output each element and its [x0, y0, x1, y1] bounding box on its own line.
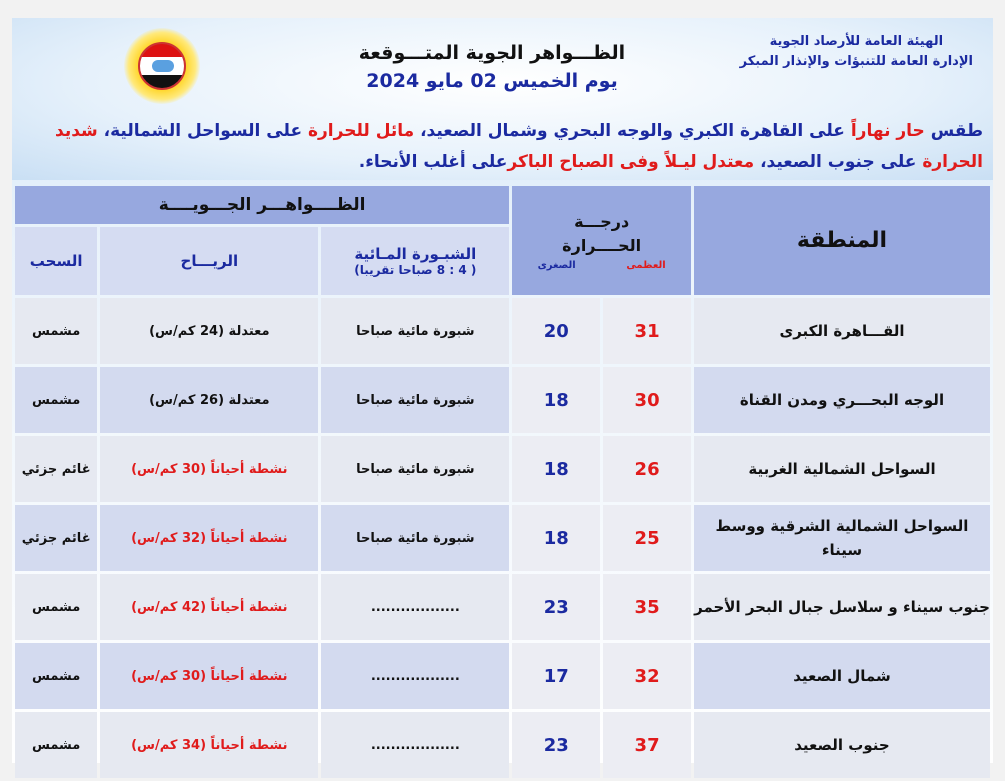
- wind-cell: نشطة أحياناً (30 كم/س): [100, 436, 318, 502]
- max-temp-cell: 31: [603, 298, 691, 364]
- wind-cell: نشطة أحياناً (34 كم/س): [100, 712, 318, 778]
- phenomena-header: الظــــواهـــر الجـــويــــة: [15, 186, 509, 224]
- forecast-summary: [22, 116, 983, 178]
- fog-cell: شبورة مائية صباحا: [321, 436, 509, 502]
- forecast-date: يوم الخميس 02 مايو 2024: [366, 70, 618, 92]
- clouds-cell: مشمس: [15, 574, 97, 640]
- max-temp-cell: 35: [603, 574, 691, 640]
- region-cell: جنوب الصعيد: [694, 712, 990, 778]
- table-row: [15, 574, 990, 640]
- min-label: الصغرى: [537, 260, 576, 271]
- summary-segment: على جنوب الصعيد،: [754, 152, 923, 172]
- max-temp-cell: 30: [603, 367, 691, 433]
- clouds-header: السحب: [15, 227, 97, 295]
- fog-cell: شبورة مائية صباحا: [321, 367, 509, 433]
- fog-header-label: الشبـورة المـائية: [354, 245, 477, 263]
- temperature-header-label: درجـــة الحــــرارة: [562, 212, 642, 255]
- title-block: [342, 42, 642, 92]
- clouds-cell: غائم جزئي: [15, 436, 97, 502]
- table-row: [15, 712, 990, 778]
- region-header: المنطقة: [694, 186, 990, 295]
- org-department: الإدارة العامة للتنبؤات والإنذار المبكر: [739, 54, 973, 69]
- summary-segment: مائل للحرارة: [307, 121, 415, 141]
- forecast-table: [12, 183, 993, 781]
- page-title: الظـــواهر الجوية المتـــوقعة: [358, 42, 626, 64]
- fog-cell: شبورة مائية صباحا: [321, 505, 509, 571]
- forecast-sheet: [12, 18, 993, 763]
- wind-cell: نشطة أحياناً (30 كم/س): [100, 643, 318, 709]
- fog-cell: ..................: [321, 643, 509, 709]
- wind-cell: معتدلة (24 كم/س): [100, 298, 318, 364]
- fog-cell: ..................: [321, 574, 509, 640]
- wind-header: الريـــاح: [100, 227, 318, 295]
- table-row: [15, 436, 990, 502]
- max-temp-cell: 26: [603, 436, 691, 502]
- min-temp-cell: 18: [512, 367, 600, 433]
- min-temp-cell: 23: [512, 712, 600, 778]
- clouds-cell: غائم جزئي: [15, 505, 97, 571]
- organization: [740, 32, 973, 72]
- summary-segment: على أغلب الأنحاء.: [358, 152, 508, 172]
- summary-segment: طقس: [924, 121, 983, 141]
- region-cell: شمال الصعيد: [694, 643, 990, 709]
- temperature-header: [512, 186, 691, 295]
- org-name: الهيئة العامة للأرصاد الجوية: [769, 34, 944, 49]
- max-temp-cell: 25: [603, 505, 691, 571]
- clouds-cell: مشمس: [15, 712, 97, 778]
- summary-segment: شديد الحرارة: [55, 121, 983, 172]
- table-row: [15, 367, 990, 433]
- max-temp-cell: 32: [603, 643, 691, 709]
- max-label: العظمى: [626, 260, 666, 271]
- fog-cell: ..................: [321, 712, 509, 778]
- fog-cell: شبورة مائية صباحا: [321, 298, 509, 364]
- region-cell: جنوب سيناء و سلاسل جبال البحر الأحمر: [694, 574, 990, 640]
- min-temp-cell: 18: [512, 436, 600, 502]
- min-temp-cell: 20: [512, 298, 600, 364]
- region-cell: القـــاهرة الكبرى: [694, 298, 990, 364]
- ema-logo: [124, 28, 200, 104]
- region-cell: السواحل الشمالية الغربية: [694, 436, 990, 502]
- fog-header: [321, 227, 509, 295]
- table-row: [15, 505, 990, 571]
- table-row: [15, 298, 990, 364]
- summary-segment: على القاهرة الكبري والوجه البحري وشمال الصعيد،: [414, 121, 851, 141]
- region-cell: السواحل الشمالية الشرقية ووسط سيناء: [694, 505, 990, 571]
- min-temp-cell: 17: [512, 643, 600, 709]
- wind-cell: نشطة أحياناً (42 كم/س): [100, 574, 318, 640]
- min-temp-cell: 18: [512, 505, 600, 571]
- clouds-cell: مشمس: [15, 367, 97, 433]
- wind-cell: نشطة أحياناً (32 كم/س): [100, 505, 318, 571]
- summary-segment: حار نهاراً: [850, 121, 925, 141]
- wind-cell: معتدلة (26 كم/س): [100, 367, 318, 433]
- clouds-cell: مشمس: [15, 298, 97, 364]
- cloud-icon: [152, 60, 174, 72]
- fog-time: ( 4 : 8 صباحا تقريبا): [354, 263, 477, 277]
- clouds-cell: مشمس: [15, 643, 97, 709]
- min-temp-cell: 23: [512, 574, 600, 640]
- summary-segment: على السواحل الشمالية،: [97, 121, 308, 141]
- region-cell: الوجه البحـــري ومدن القناة: [694, 367, 990, 433]
- table-row: [15, 643, 990, 709]
- summary-segment: معتدل ليـلاً وفى الصباح الباكر: [507, 152, 755, 172]
- max-temp-cell: 37: [603, 712, 691, 778]
